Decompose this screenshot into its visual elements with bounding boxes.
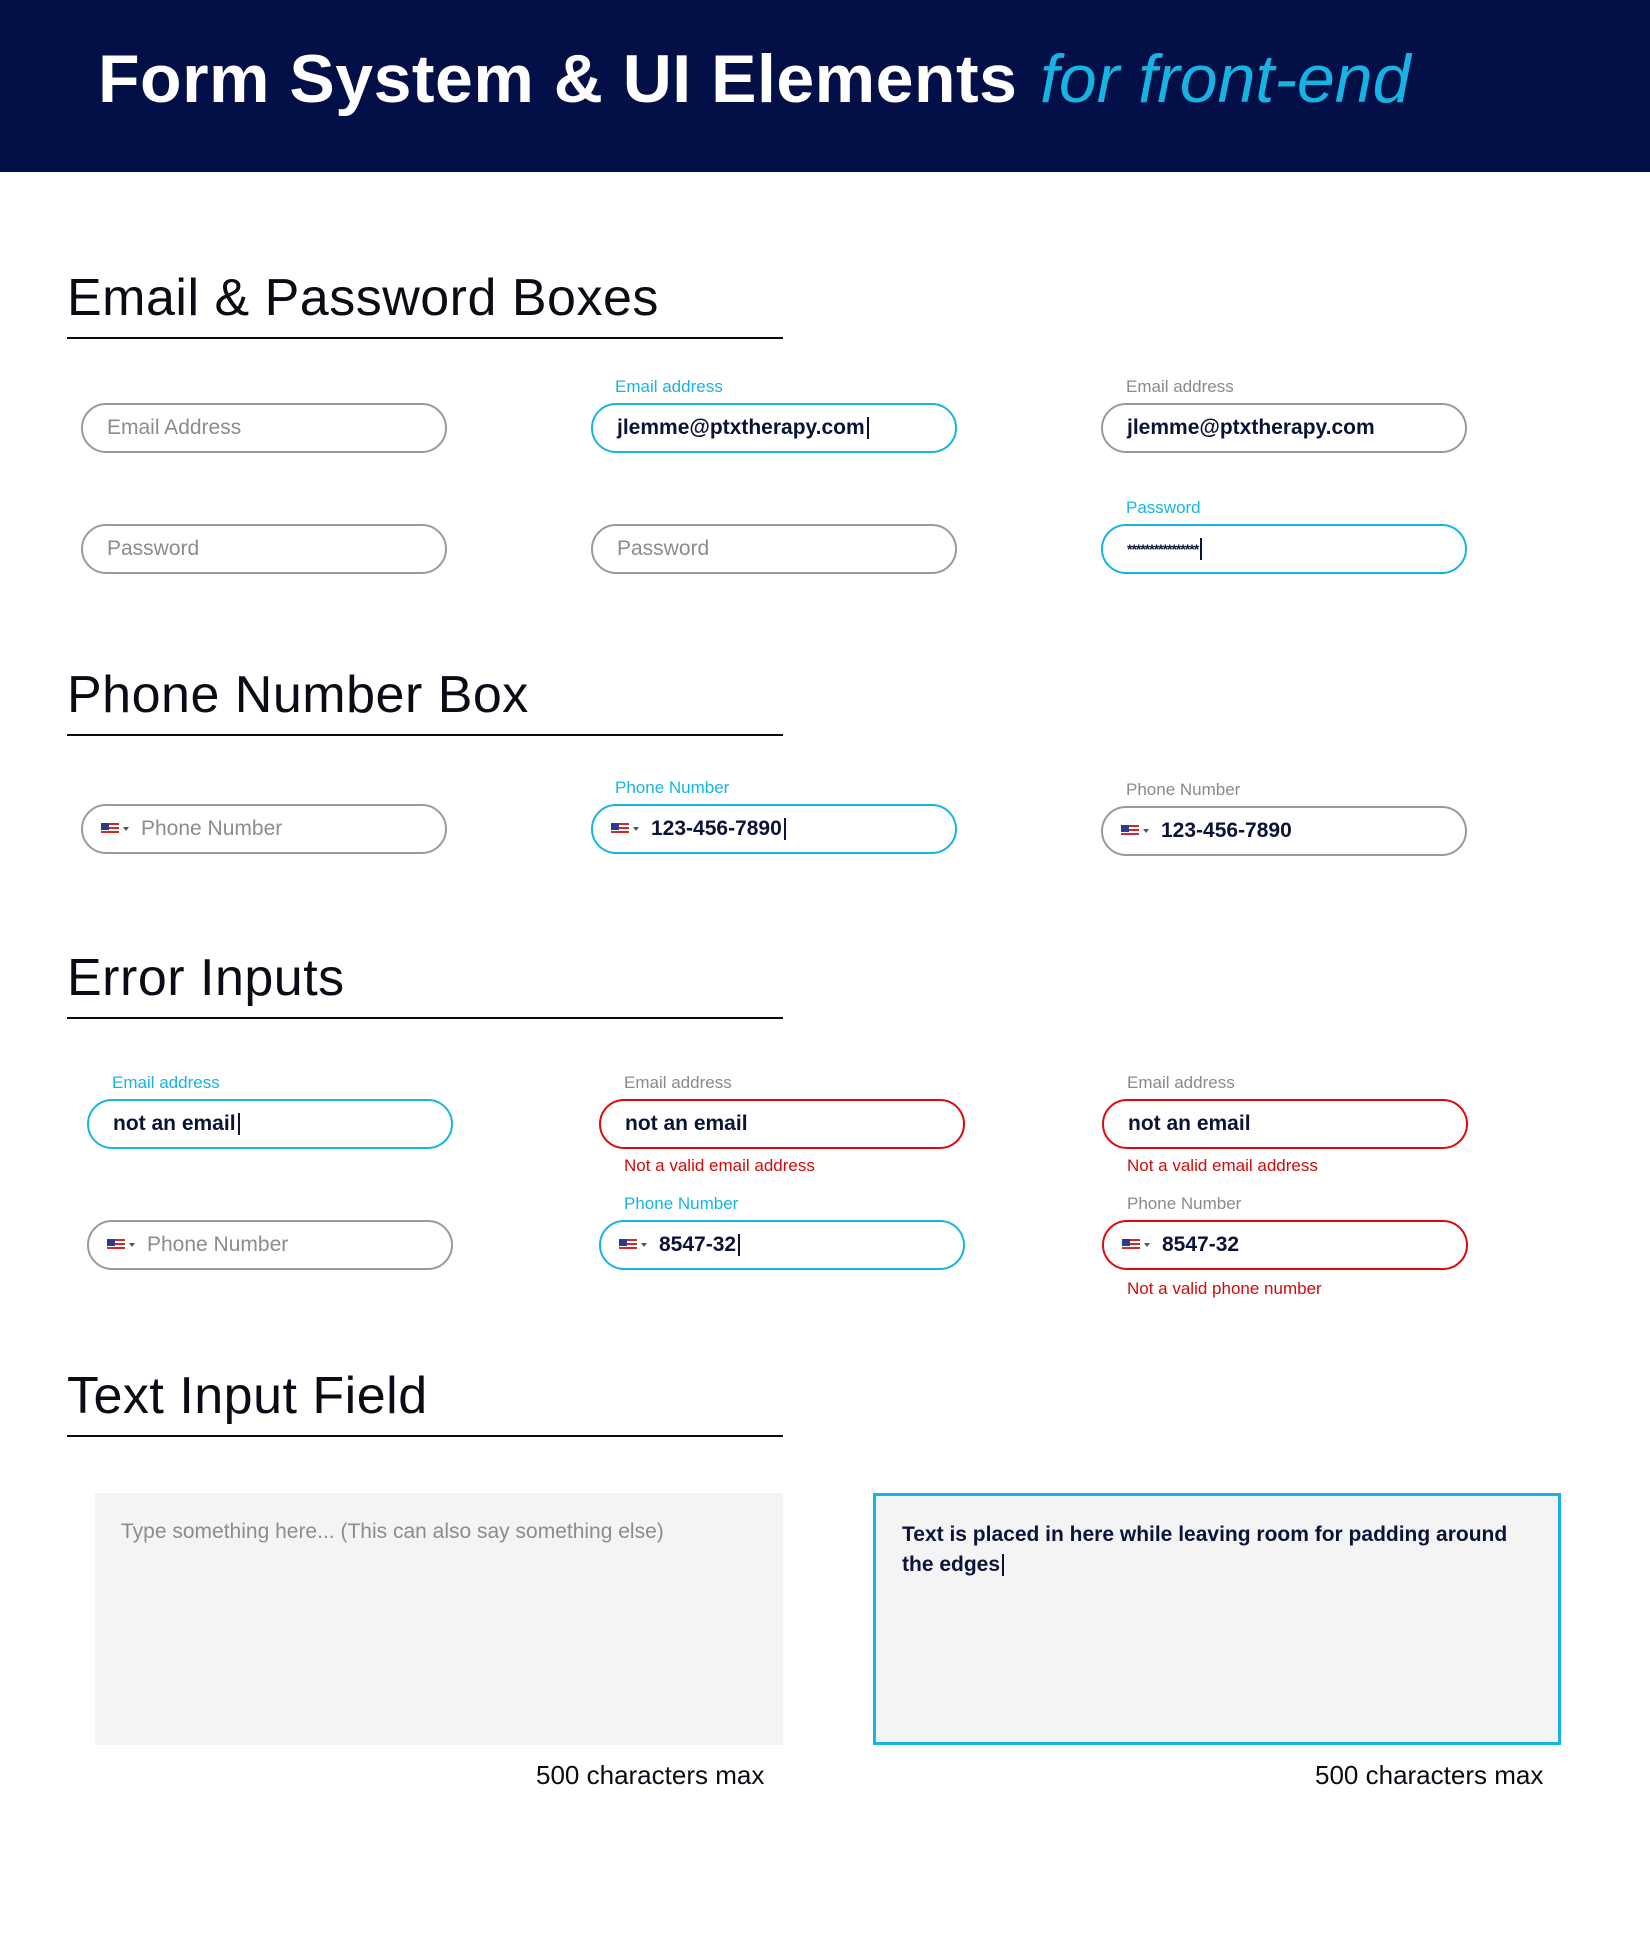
email-label: Email address xyxy=(615,377,723,396)
password-placeholder: Password xyxy=(617,537,710,560)
text-cursor xyxy=(238,1113,240,1135)
password-field-default[interactable] xyxy=(81,524,447,574)
chevron-down-icon[interactable] xyxy=(129,1243,135,1247)
chevron-down-icon[interactable] xyxy=(1143,829,1149,833)
chevron-down-icon[interactable] xyxy=(633,827,639,831)
us-flag-icon[interactable] xyxy=(1121,825,1139,837)
email-value: jlemme@ptxtherapy.com xyxy=(1127,416,1375,439)
text-cursor xyxy=(784,818,786,840)
section-title-errors: Error Inputs xyxy=(67,949,345,1007)
email-field-focused[interactable] xyxy=(591,403,957,453)
us-flag-icon[interactable] xyxy=(1122,1239,1140,1251)
phone-value: 8547-32 xyxy=(1162,1233,1240,1256)
email-field-focused[interactable] xyxy=(87,1099,453,1149)
email-field-error[interactable] xyxy=(1102,1099,1468,1149)
textarea-focused[interactable] xyxy=(873,1493,1561,1745)
header-banner xyxy=(0,0,1650,172)
section-title-email-password: Email & Password Boxes xyxy=(67,269,659,327)
textarea-empty[interactable] xyxy=(95,1493,783,1745)
banner-subtitle: for front-end xyxy=(1040,41,1411,117)
password-field-focused[interactable] xyxy=(1101,524,1467,574)
phone-field-focused[interactable] xyxy=(591,804,957,854)
email-placeholder: Email Address xyxy=(107,416,242,439)
phone-field-default[interactable] xyxy=(87,1220,453,1270)
textarea-placeholder: Type something here... (This can also say something else) xyxy=(121,1520,664,1543)
section-divider xyxy=(67,734,783,736)
section-title-text-input: Text Input Field xyxy=(67,1367,428,1425)
us-flag-icon[interactable] xyxy=(619,1239,637,1251)
email-value: not an email xyxy=(113,1112,236,1135)
phone-label: Phone Number xyxy=(624,1194,739,1213)
email-label: Email address xyxy=(1127,1073,1235,1092)
password-placeholder: Password xyxy=(107,537,200,560)
email-field-filled[interactable] xyxy=(1101,403,1467,453)
email-label: Email address xyxy=(624,1073,732,1092)
phone-placeholder: Phone Number xyxy=(147,1233,289,1256)
email-value: not an email xyxy=(625,1112,748,1135)
phone-value: 123-456-7890 xyxy=(651,817,782,840)
character-limit-label: 500 characters max xyxy=(536,1760,765,1790)
banner-title: Form System & UI Elements xyxy=(98,41,1018,117)
email-label: Email address xyxy=(112,1073,220,1092)
phone-field-error[interactable] xyxy=(1102,1220,1468,1270)
section-divider xyxy=(67,1017,783,1019)
email-value: not an email xyxy=(1128,1112,1251,1135)
chevron-down-icon[interactable] xyxy=(641,1243,647,1247)
us-flag-icon[interactable] xyxy=(611,823,629,835)
section-divider xyxy=(67,1435,783,1437)
section-divider xyxy=(67,337,783,339)
email-field-default[interactable] xyxy=(81,403,447,453)
character-limit-label: 500 characters max xyxy=(1315,1760,1544,1790)
text-cursor xyxy=(738,1234,740,1256)
text-cursor xyxy=(1200,538,1202,560)
phone-field-default[interactable] xyxy=(81,804,447,854)
phone-placeholder: Phone Number xyxy=(141,817,283,840)
phone-value: 123-456-7890 xyxy=(1161,819,1292,842)
section-title-phone: Phone Number Box xyxy=(67,666,529,724)
us-flag-icon[interactable] xyxy=(107,1239,125,1251)
password-field-default[interactable] xyxy=(591,524,957,574)
textarea-value: Text is placed in here while leaving room for padding around the edges xyxy=(902,1523,1508,1576)
phone-value: 8547-32 xyxy=(659,1233,737,1256)
phone-field-filled[interactable] xyxy=(1101,806,1467,856)
email-field-error[interactable] xyxy=(599,1099,965,1149)
chevron-down-icon[interactable] xyxy=(1144,1243,1150,1247)
us-flag-icon[interactable] xyxy=(101,823,119,835)
phone-label: Phone Number xyxy=(615,778,730,797)
phone-label: Phone Number xyxy=(1126,780,1241,799)
password-value: **************** xyxy=(1127,541,1199,557)
phone-field-focused[interactable] xyxy=(599,1220,965,1270)
email-error-message: Not a valid email address xyxy=(1127,1156,1318,1175)
password-label: Password xyxy=(1126,498,1201,517)
phone-error-message: Not a valid phone number xyxy=(1127,1279,1322,1298)
phone-label: Phone Number xyxy=(1127,1194,1242,1213)
email-error-message: Not a valid email address xyxy=(624,1156,815,1175)
text-cursor xyxy=(1002,1554,1004,1576)
email-label: Email address xyxy=(1126,377,1234,396)
chevron-down-icon[interactable] xyxy=(123,827,129,831)
text-cursor xyxy=(867,417,869,439)
email-value: jlemme@ptxtherapy.com xyxy=(617,416,865,439)
